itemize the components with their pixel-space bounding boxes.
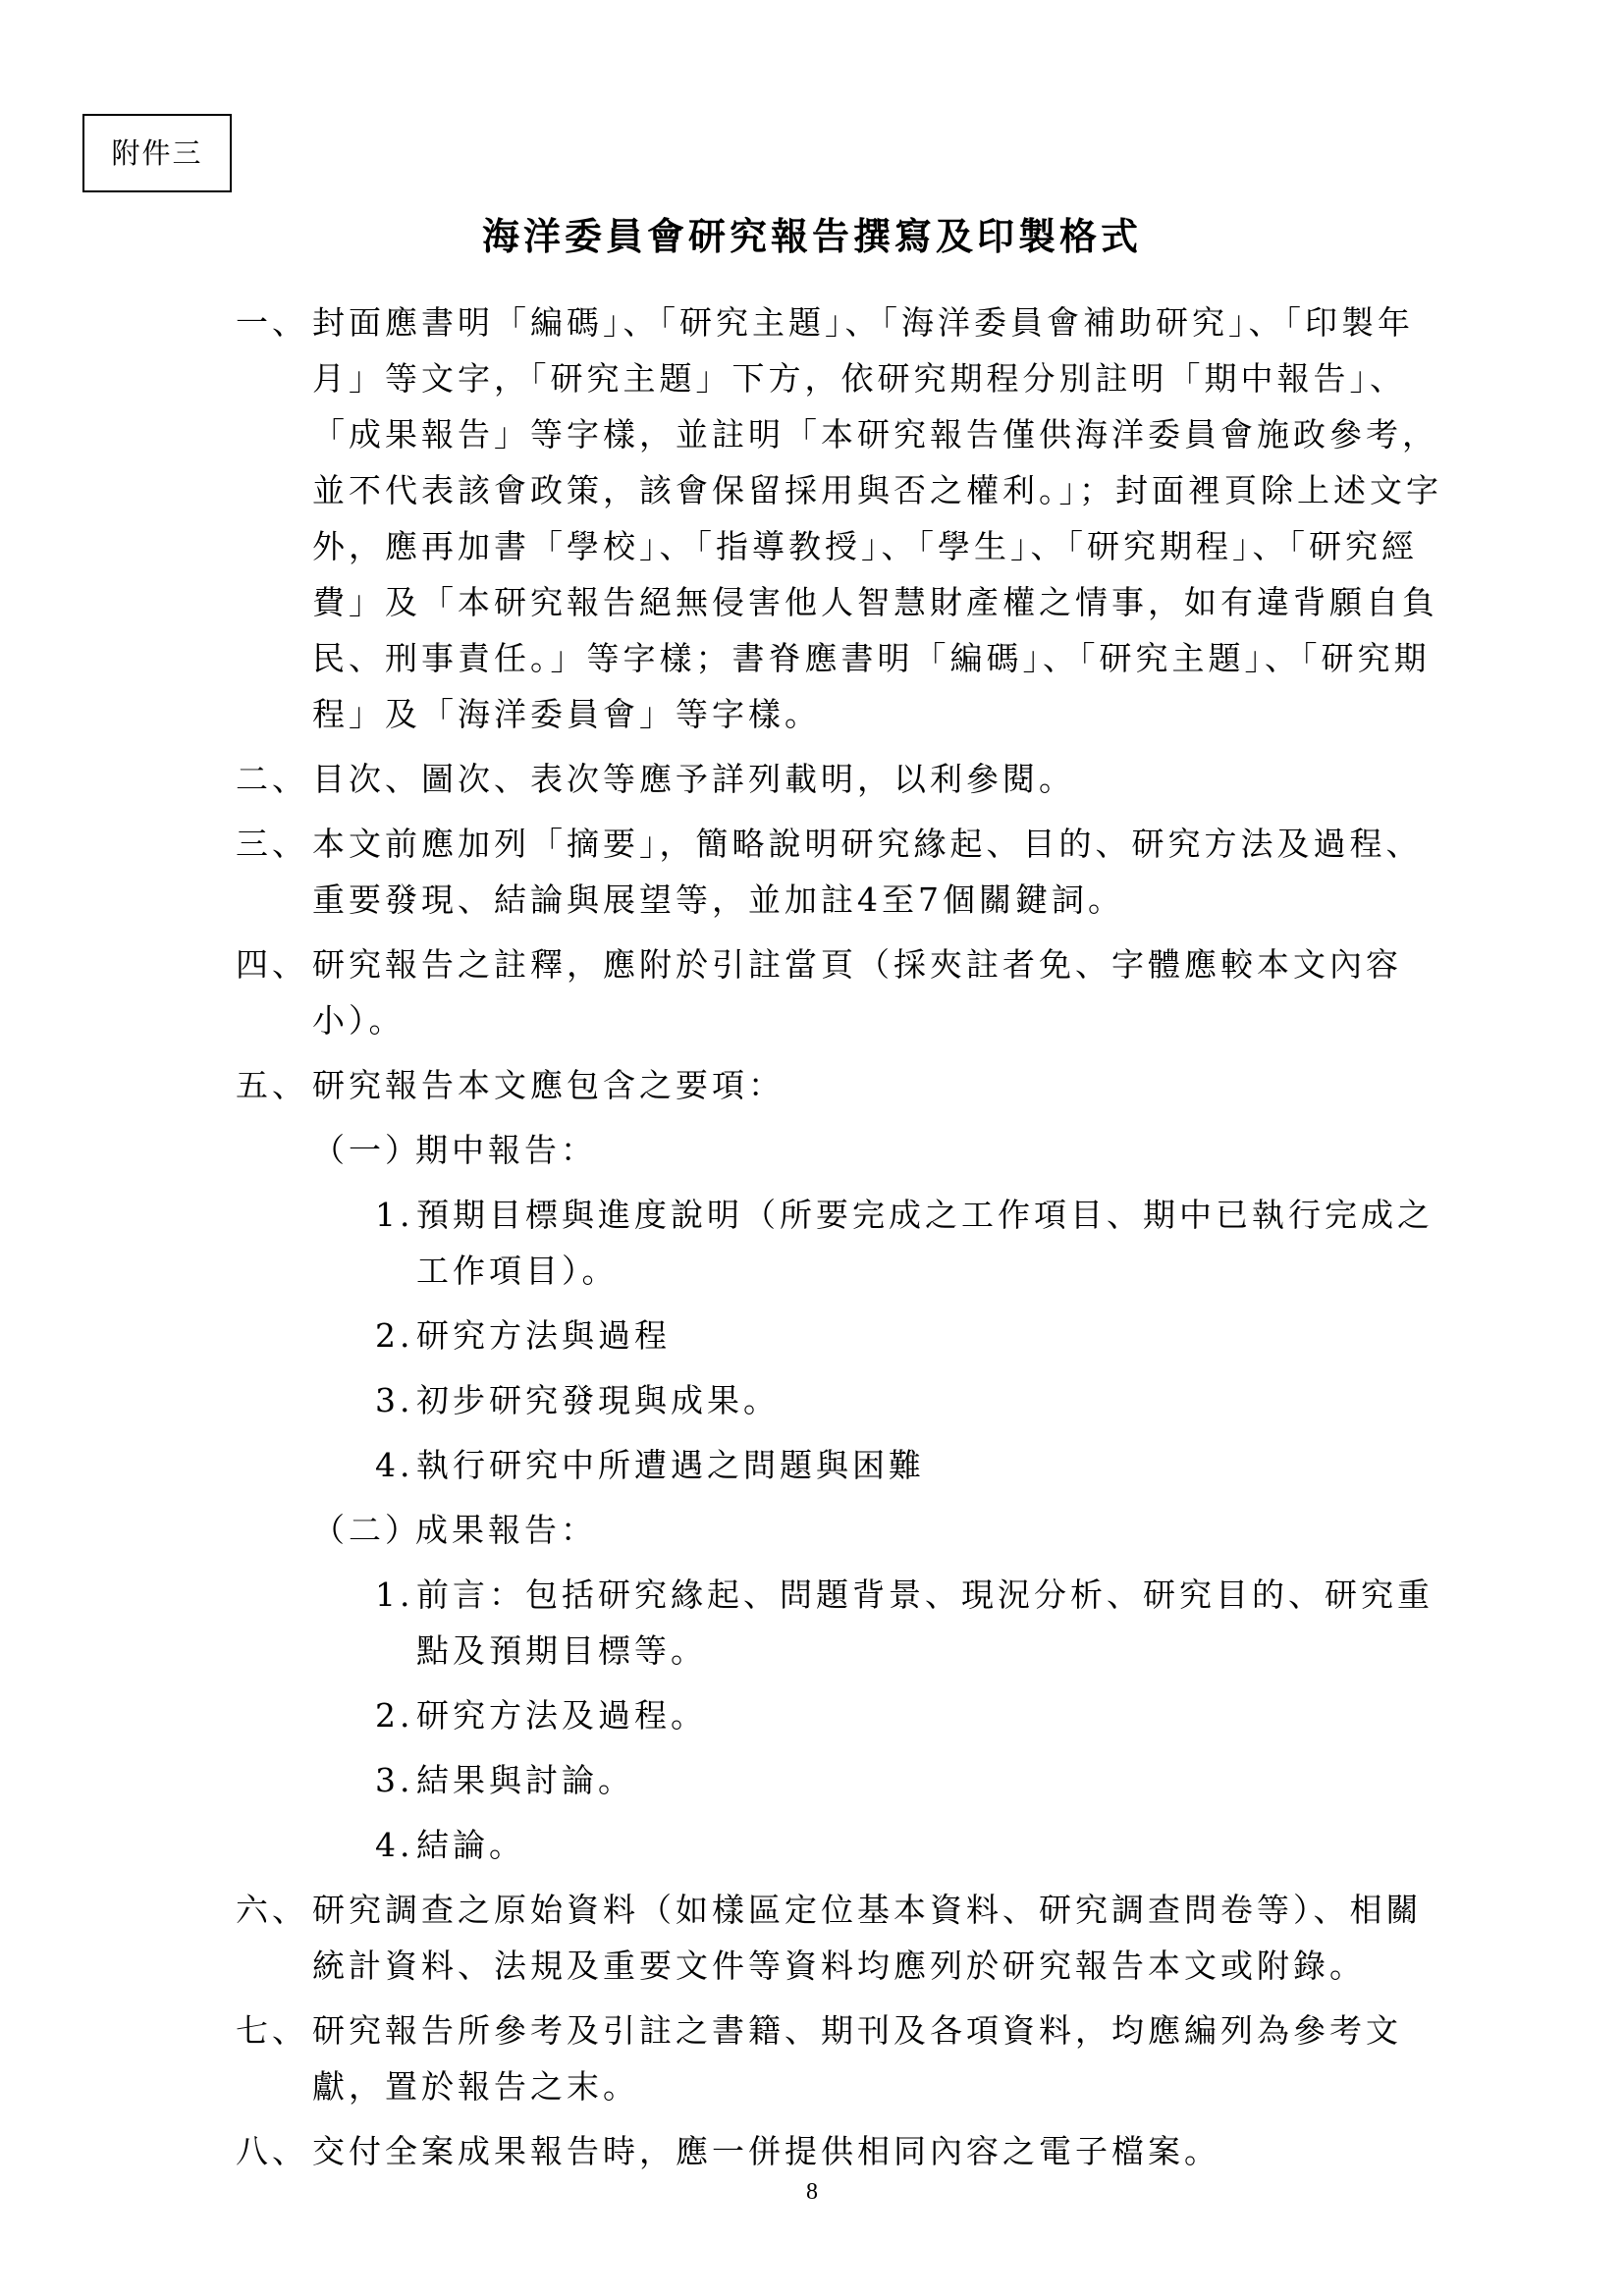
entry-number: 3.	[375, 1381, 414, 1419]
page-title: 海洋委員會研究報告撰寫及印製格式	[481, 214, 1142, 258]
sub-entry	[236, 1817, 1453, 1873]
subsection-text: 期中報告：	[415, 1131, 597, 1169]
entry-number: 2.	[375, 1696, 414, 1735]
subsection-heading	[236, 1122, 1453, 1178]
entry-number: 4.	[375, 1446, 414, 1484]
list-item	[236, 2002, 1453, 2114]
subsection-text: 成果報告：	[415, 1511, 597, 1549]
item-number: 五、	[236, 1066, 308, 1104]
entry-text: 研究方法與過程	[416, 1316, 671, 1355]
item-text: 研究報告本文應包含之要項：	[312, 1066, 785, 1104]
item-text: 封面應書明「編碼」、「研究主題」、「海洋委員會補助研究」、「印製年月」等文字，「研究主題」下方，依研究期程分別註明「期中報告」、「成果報告」等字樣，並註明「本研究報告僅供海洋委員會施政參考，並不代表該會政策，該會保留採用與否之權利。」；封面裡頁除上述文字外，應再加書「學校」、「指導教授」、「學生」、「研究期程」、「研究經費」及「本研究報告絕無侵害他人智慧財產權之情事，如有違背願自負民、刑事責任。」等字樣；書脊應書明「編碼」、「研究主題」、「研究期程」及「海洋委員會」等字樣。	[312, 303, 1442, 733]
list-item	[236, 936, 1453, 1048]
list-item	[236, 751, 1453, 807]
entry-text: 結論。	[416, 1826, 525, 1864]
entry-text: 初步研究發現與成果。	[416, 1381, 780, 1419]
entry-number: 4.	[375, 1826, 414, 1864]
subsection-number: （二）	[312, 1511, 421, 1549]
page-number: 8	[806, 2179, 818, 2205]
list-item	[236, 1882, 1453, 1994]
item-number: 八、	[236, 2132, 308, 2170]
sub-entry	[236, 1187, 1453, 1299]
sub-entry	[236, 1308, 1453, 1363]
item-number: 三、	[236, 825, 308, 863]
item-text: 本文前應加列「摘要」，簡略說明研究緣起、目的、研究方法及過程、重要發現、結論與展望等，並加註4至7個關鍵詞。	[312, 825, 1423, 919]
item-text: 研究報告之註釋，應附於引註當頁（採夾註者免、字體應較本文內容小）。	[312, 945, 1402, 1040]
item-text: 目次、圖次、表次等應予詳列載明，以利參閱。	[312, 760, 1075, 798]
list-item	[236, 294, 1453, 742]
entry-text: 前言：包括研究緣起、問題背景、現況分析、研究目的、研究重點及預期目標等。	[416, 1575, 1434, 1670]
sub-entry	[236, 1372, 1453, 1428]
item-text: 研究報告所參考及引註之書籍、期刊及各項資料，均應編列為參考文獻，置於報告之末。	[312, 2011, 1402, 2106]
sub-entry	[236, 1687, 1453, 1743]
item-text: 交付全案成果報告時，應一併提供相同內容之電子檔案。	[312, 2132, 1220, 2170]
sub-entry	[236, 1752, 1453, 1808]
subsection-number: （一）	[312, 1131, 421, 1169]
sub-entry	[236, 1567, 1453, 1679]
item-text: 研究調查之原始資料（如樣區定位基本資料、研究調查問卷等）、相關統計資料、法規及重要文件等資料均應列於研究報告本文或附錄。	[312, 1891, 1423, 1985]
entry-text: 預期目標與進度說明（所要完成之工作項目、期中已執行完成之工作項目）。	[416, 1196, 1434, 1290]
item-number: 二、	[236, 760, 308, 798]
list-item	[236, 816, 1453, 928]
item-number: 六、	[236, 1891, 308, 1929]
entry-number: 1.	[375, 1196, 414, 1234]
entry-text: 執行研究中所遭遇之問題與困難	[416, 1446, 925, 1484]
entry-number: 2.	[375, 1316, 414, 1355]
document-body	[236, 294, 1453, 2188]
attachment-label: 附件三	[82, 114, 232, 192]
list-item	[236, 1057, 1453, 1113]
subsection-heading	[236, 1502, 1453, 1558]
item-number: 七、	[236, 2011, 308, 2050]
entry-number: 1.	[375, 1575, 414, 1614]
entry-text: 結果與討論。	[416, 1761, 634, 1799]
entry-number: 3.	[375, 1761, 414, 1799]
sub-entry	[236, 1437, 1453, 1493]
entry-text: 研究方法及過程。	[416, 1696, 707, 1735]
item-number: 一、	[236, 303, 308, 342]
item-number: 四、	[236, 945, 308, 984]
list-item	[236, 2123, 1453, 2179]
